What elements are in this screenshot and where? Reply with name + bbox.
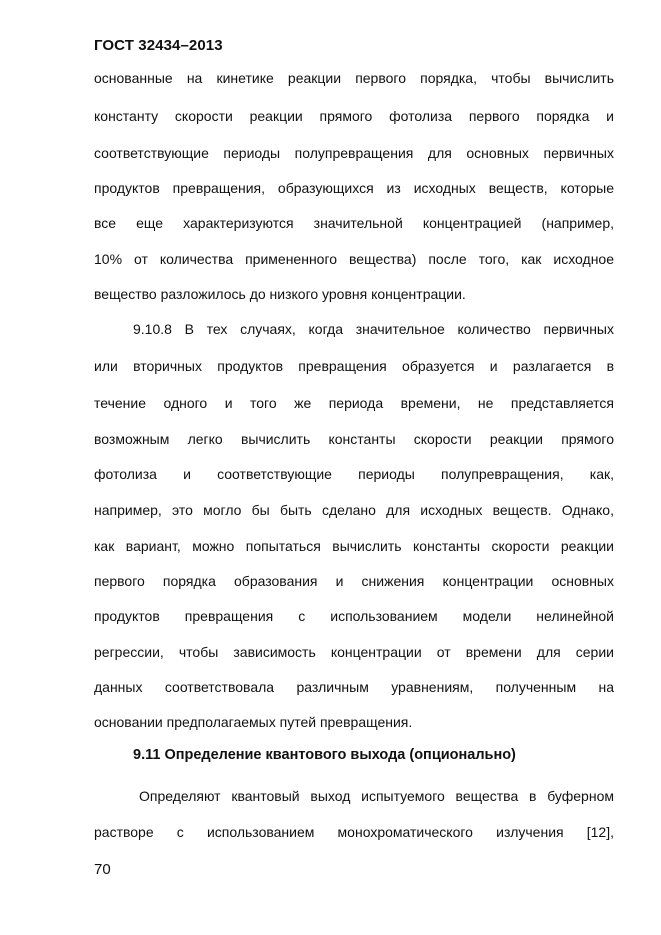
paragraph-1-line-7: вещество разложилось до низкого уровня концентрации. <box>94 286 466 302</box>
paragraph-3-line-2: растворе с использованием монохроматического излучения [12], <box>94 824 614 840</box>
paragraph-1-line-3: соответствующие периоды полупревращения для основных первичных <box>94 145 614 161</box>
paragraph-2-line-8: первого порядка образования и снижения концентрации основных <box>94 573 614 589</box>
paragraph-1-line-6: 10% от количества примененного вещества) после того, как исходное <box>94 251 614 267</box>
paragraph-2-line-10: регрессии, чтобы зависимость концентрации от времени для серии <box>94 644 614 660</box>
paragraph-2-line-9: продуктов превращения с использованием модели нелинейной <box>94 608 614 624</box>
paragraph-2-line-12: основании предполагаемых путей превращения. <box>94 714 413 730</box>
paragraph-1-line-1: основанные на кинетике реакции первого порядка, чтобы вычислить <box>94 70 614 86</box>
section-heading: 9.11 Определение квантового выхода (опционально) <box>133 747 516 763</box>
paragraph-2-line-1: 9.10.8 В тех случаях, когда значительное количество первичных <box>133 321 614 337</box>
paragraph-1-line-5: все еще характеризуются значительной концентрацией (например, <box>94 215 614 231</box>
paragraph-2-line-11: данных соответствовала различным уравнениям, полученным на <box>94 679 614 695</box>
paragraph-2-line-3: течение одного и того же периода времени, не представляется <box>94 395 614 411</box>
paragraph-1-line-2: константу скорости реакции прямого фотолиза первого порядка и <box>94 108 614 124</box>
paragraph-2-line-4: возможным легко вычислить константы скорости реакции прямого <box>94 431 614 447</box>
page-number: 70 <box>94 861 111 878</box>
paragraph-1-line-4: продуктов превращения, образующихся из исходных веществ, которые <box>94 180 614 196</box>
paragraph-2-line-2: или вторичных продуктов превращения образуется и разлагается в <box>94 358 614 374</box>
paragraph-2-line-6: например, это могло бы быть сделано для исходных веществ. Однако, <box>94 502 614 518</box>
paragraph-2-line-7: как вариант, можно попытаться вычислить константы скорости реакции <box>94 538 614 554</box>
document-header: ГОСТ 32434–2013 <box>94 37 223 54</box>
paragraph-3-line-1: Определяют квантовый выход испытуемого вещества в буферном <box>139 788 614 804</box>
paragraph-2-line-5: фотолиза и соответствующие периоды полупревращения, как, <box>94 466 614 482</box>
